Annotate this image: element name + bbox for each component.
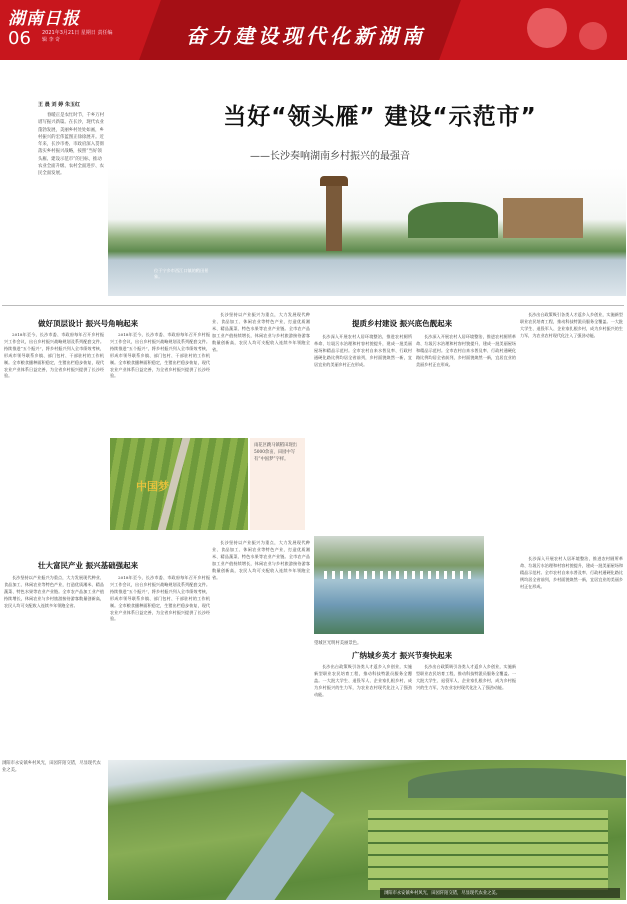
field-photo xyxy=(110,438,248,530)
byline: 王 晨 刘 婷 朱玉红 xyxy=(38,102,80,108)
section-text-3b: 长沙深入开展农村人居环境整治，推进农村厕所革命、垃圾污水治理和村容村貌提升，建成一批美丽屋场和精品示范村。全市农村自来水普及率、行政村通硬化路比例均居全省前列，乡村面貌焕然一新，宜居宜业的美丽乡村正在形成。 xyxy=(416,334,516,367)
section-text-1c: 长沙坚持以产业振兴为重点，大力发展现代种业、食品加工、休闲农业等特色产业，打造优质湘米、精品蔬菜、特色水果等农业产业链。全市农产品加工业产值持续增长，休闲农业与乡村旅游接待游客数量创新高，农民人均可支配收入连续多年领跑全省。 xyxy=(212,312,310,352)
section-text-1a: 2018年至今，长沙市委、市政府每年召开乡村振兴工作会议，出台乡村振兴战略规划及系列配套文件。持续推进“五个振兴”，将乡村振兴列入全市绩效考核，形成市领导联系乡镇、部门包村、干部驻村的工作机制。全市粮食播种面积稳定，生猪出栏稳步恢复，现代农业产业体系日益完善，为全省乡村振兴提供了长沙经验。 xyxy=(4,332,104,379)
divider xyxy=(2,305,624,306)
field-photo-caption: 雨花区跳马镇稻田现出5000余亩，田园中写有“中国梦”字样。 xyxy=(250,438,305,530)
subheadline: ——长沙奏响湖南乡村振兴的最强音 xyxy=(250,151,410,162)
section-text-1b: 2018年至今，长沙市委、市政府每年召开乡村振兴工作会议，出台乡村振兴战略规划及系列配套文件。持续推进“五个振兴”，将乡村振兴列入全市绩效考核，形成市领导联系乡镇、部门包村、干部驻村的工作机制。全市粮食播种面积稳定，生猪出栏稳步恢复，现代农业产业体系日益完善，为全省乡村振兴提供了长沙经验。 xyxy=(110,332,210,379)
section-title-4: 广纳城乡英才 振兴节奏快起来 xyxy=(352,651,453,660)
section-title-1: 做好顶层设计 振兴号角响起来 xyxy=(38,319,139,328)
section-text-4b: 长沙出台政策吸引各类人才返乡入乡创业，实施新型职业农民培育工程，推动科技特派员服务全覆盖。一大批大学生、退役军人、企业家扎根乡村，成为乡村振兴的生力军，为农业农村现代化注入了强劲动能。 xyxy=(416,664,516,690)
photo-credit-caption: 浏阳市永安镇乡村风光，田园阡陌交错，尽显现代农业之美。 xyxy=(380,888,620,898)
section-title-2: 壮大富民产业 振兴基础强起来 xyxy=(38,561,139,570)
section-text-4c: 长沙深入开展农村人居环境整治，推进农村厕所革命、垃圾污水治理和村容村貌提升，建成一批美丽屋场和精品示范村。全市农村自来水普及率、行政村通硬化路比例均居全省前列，乡村面貌焕然一新，宜居宜业的美丽乡村正在形成。 xyxy=(520,556,623,589)
section-text-2b: 2018年至今，长沙市委、市政府每年召开乡村振兴工作会议，出台乡村振兴战略规划及系列配套文件。持续推进“五个振兴”，将乡村振兴列入全市绩效考核，形成市领导联系乡镇、部门包村、干部驻村的工作机制。全市粮食播种面积稳定，生猪出栏稳步恢复，现代农业产业体系日益完善，为全省乡村振兴提供了长沙经验。 xyxy=(110,575,210,622)
flower-icon xyxy=(579,22,607,50)
bottom-photo xyxy=(108,760,626,900)
watchtower-shape xyxy=(326,176,342,251)
section-text-2c: 长沙坚持以产业振兴为重点，大力发展现代种业、食品加工、休闲农业等特色产业，打造优质湘米、精品蔬菜、特色水果等农业产业链。全市农产品加工业产值持续增长，休闲农业与乡村旅游接待游客数量创新高，农民人均可支配收入连续多年领跑全省。 xyxy=(212,540,310,580)
newspaper-logo: 湖南日报 xyxy=(8,9,80,29)
pond-photo xyxy=(314,536,484,634)
field-lettering: 中国梦 xyxy=(136,480,169,493)
building-shape xyxy=(503,198,583,238)
river-shape xyxy=(221,791,334,900)
page-banner xyxy=(0,0,627,60)
section-title-3: 提质乡村建设 振兴底色靓起来 xyxy=(352,319,453,328)
page-number: 06 xyxy=(8,28,31,49)
issue-meta: 2021年3月21日 星期日 责任编辑 李 奇 xyxy=(42,30,113,43)
section-text-3a: 长沙深入开展农村人居环境整治，推进农村厕所革命、垃圾污水治理和村容村貌提升，建成一批美丽屋场和精品示范村。全市农村自来水普及率、行政村通硬化路比例均居全省前列，乡村面貌焕然一新，宜居宜业的美丽乡村正在形成。 xyxy=(314,334,412,367)
fence-shape xyxy=(324,571,474,579)
headline: 当好“领头雁” 建设“示范市” xyxy=(223,104,537,130)
trees-shape xyxy=(408,202,498,238)
section-text-4a: 长沙出台政策吸引各类人才返乡入乡创业，实施新型职业农民培育工程，推动科技特派员服务全覆盖。一大批大学生、退役军人、企业家扎根乡村，成为乡村振兴的生力军，为农业农村现代化注入了强劲动能。 xyxy=(314,664,412,697)
section-text-2a: 长沙坚持以产业振兴为重点，大力发展现代种业、食品加工、休闲农业等特色产业，打造优质湘米、精品蔬菜、特色水果等农业产业链。全市农产品加工业产值持续增长，休闲农业与乡村旅游接待游客数量创新高，农民人均可支配收入连续多年领跑全省。 xyxy=(4,575,104,608)
pond-photo-caption: 望城区光明村美丽景色。 xyxy=(314,641,362,646)
farmland-shape xyxy=(368,810,608,890)
section-text-3c: 长沙出台政策吸引各类人才返乡入乡创业，实施新型职业农民培育工程，推动科技特派员服务全覆盖。一大批大学生、退役军人、企业家扎根乡村，成为乡村振兴的生力军，为农业农村现代化注入了强劲动能。 xyxy=(520,312,623,338)
section-slogan: 奋力建设现代化新湖南 xyxy=(186,24,426,48)
flower-icon xyxy=(527,8,567,48)
top-photo-caption: 位于宁乡市西江口镇的稻田景象。 xyxy=(154,268,209,279)
bottom-photo-caption: 浏阳市永安镇乡村风光，田园阡陌交错，尽显现代农业之美。 xyxy=(2,761,101,773)
intro-text: 春暖正是农忙时节，千乡万村谱写振兴新篇。在长沙，现代农业蓬勃发展，美丽乡村处处如画，乡村振兴的宏伟蓝图正徐徐展开。近年来，长沙市委、市政府深入贯彻落实乡村振兴战略，按照“当好领头雁、建设示范市”的目标，推动农业全面升级、农村全面进步、农民全面发展。 xyxy=(38,113,105,177)
hill-shape xyxy=(408,768,626,798)
